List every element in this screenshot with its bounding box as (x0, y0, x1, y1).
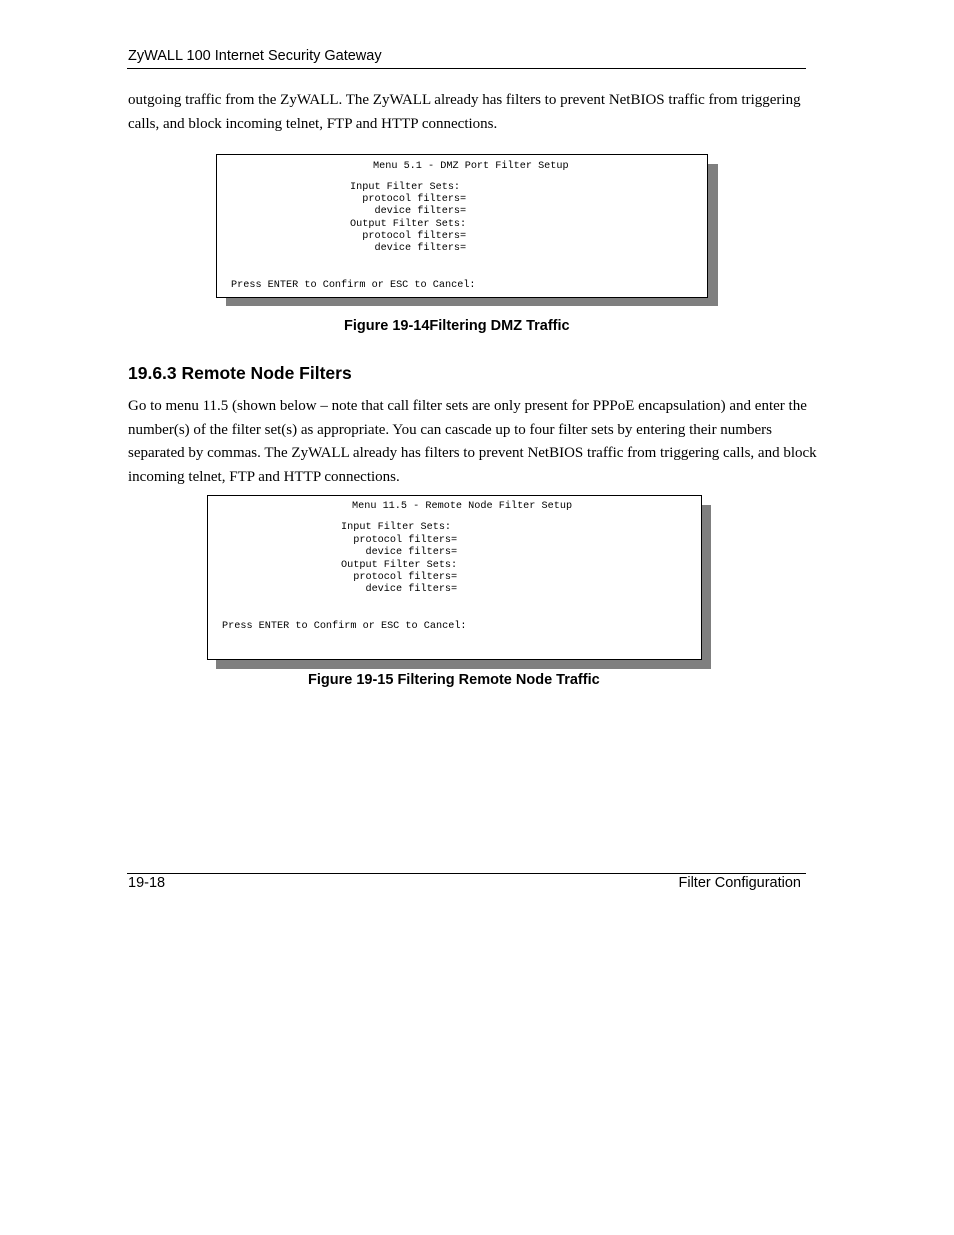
figure-1-prompt: Press ENTER to Confirm or ESC to Cancel: (231, 280, 476, 291)
figure-2-menu-title: Menu 11.5 - Remote Node Filter Setup (352, 501, 573, 512)
figure-2-line: device filters= (341, 584, 458, 595)
figure-2-line: device filters= (341, 547, 458, 558)
figure-2-screen (207, 495, 702, 660)
figure-1-caption: Figure 19-14Filtering DMZ Traffic (344, 318, 570, 334)
figure-2-prompt: Press ENTER to Confirm or ESC to Cancel: (222, 621, 467, 632)
figure-2-caption: Figure 19-15 Filtering Remote Node Traffic (308, 672, 600, 688)
figure-1-line: device filters= (350, 243, 467, 254)
figure-2-line: Input Filter Sets: (341, 522, 452, 533)
intro-paragraph: outgoing traffic from the ZyWALL. The ZyWALL already has filters to prevent NetBIOS traffic from triggering calls, and block incoming telnet, FTP and HTTP connections. (128, 92, 801, 132)
figure-1-line: device filters= (350, 206, 467, 217)
section-paragraph: Go to menu 11.5 (shown below – note that call filter sets are only present for PPPoE encapsulation) and enter the number(s) of the filter set(s) as appropriate. You can cascade up to four filter sets by entering their numbers separated by commas. The ZyWALL already has filters to prevent NetBIOS traffic from triggering calls, and block incoming telnet, FTP and HTTP connections. (128, 398, 817, 485)
figure-1-line: Input Filter Sets: (350, 182, 461, 193)
figure-1-line: protocol filters= (350, 231, 467, 242)
figure-1-screen (216, 154, 708, 298)
header-rule (127, 68, 806, 69)
footer-rule (127, 873, 806, 874)
figure-1-line: Output Filter Sets: (350, 219, 467, 230)
figure-2-line: protocol filters= (341, 535, 458, 546)
footer-chapter-title: Filter Configuration (678, 875, 801, 891)
figure-1-menu-title: Menu 5.1 - DMZ Port Filter Setup (373, 161, 569, 172)
figure-1-line: protocol filters= (350, 194, 467, 205)
running-header: ZyWALL 100 Internet Security Gateway (128, 48, 382, 64)
figure-2-line: Output Filter Sets: (341, 560, 458, 571)
section-heading: 19.6.3 Remote Node Filters (128, 363, 352, 383)
footer-page-number: 19-18 (128, 875, 166, 891)
figure-2-line: protocol filters= (341, 572, 458, 583)
